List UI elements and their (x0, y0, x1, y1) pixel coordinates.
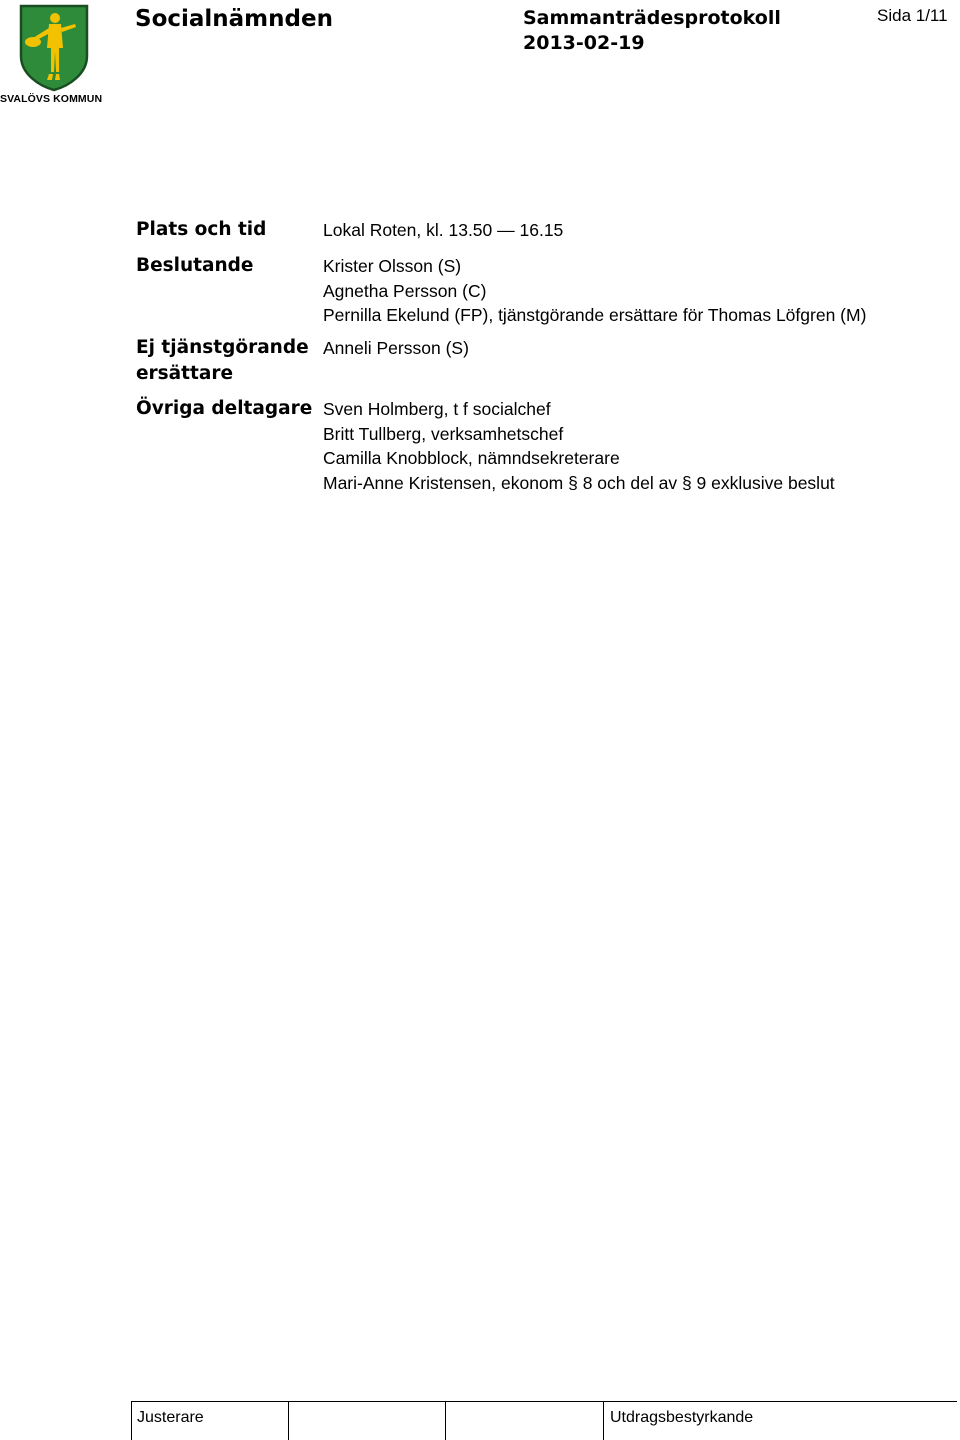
section-label: Plats och tid (136, 219, 267, 240)
section-values (323, 254, 866, 328)
section-label: Beslutande (136, 255, 254, 276)
coat-of-arms-icon (19, 4, 89, 92)
value-line: Lokal Roten, kl. 13.50 — 16.15 (323, 220, 564, 240)
document-title-block (523, 6, 781, 56)
value-line: Camilla Knobblock, nämndsekreterare (323, 448, 620, 469)
value-line: Agnetha Persson (C) (323, 280, 487, 301)
value-line: Sven Holmberg, t f socialchef (323, 399, 551, 419)
value-line: Krister Olsson (S) (323, 256, 462, 276)
municipality-logo (0, 4, 108, 108)
footer-divider (603, 1402, 604, 1440)
signature-footer (131, 1401, 957, 1440)
section-values (323, 397, 835, 495)
footer-divider (445, 1402, 446, 1440)
section-values (323, 218, 563, 243)
value-line: Britt Tullberg, verksamhetschef (323, 423, 564, 444)
footer-divider (288, 1402, 289, 1440)
municipality-name: SVALÖVS KOMMUN (0, 93, 103, 105)
value-line: Mari-Anne Kristensen, ekonom § 8 och del av § 9 exklusive beslut (323, 472, 835, 493)
section-values (323, 336, 469, 361)
page-indicator: Sida 1/11 (877, 6, 948, 25)
value-line: Anneli Persson (S) (323, 338, 469, 358)
section-label: Ej tjänstgörande ersättare (136, 337, 309, 384)
utdragsbestyrkande-label: Utdragsbestyrkande (610, 1409, 754, 1426)
meeting-date: 2013-02-19 (523, 32, 645, 54)
section-label: Övriga deltagare (136, 398, 313, 419)
document-title: Sammanträdesprotokoll (523, 7, 781, 29)
value-line: Pernilla Ekelund (FP), tjänstgörande ersättare för Thomas Löfgren (M) (323, 305, 867, 326)
department-name: Socialnämnden (135, 6, 333, 32)
footer-divider (131, 1402, 132, 1440)
justerare-label: Justerare (137, 1409, 204, 1426)
